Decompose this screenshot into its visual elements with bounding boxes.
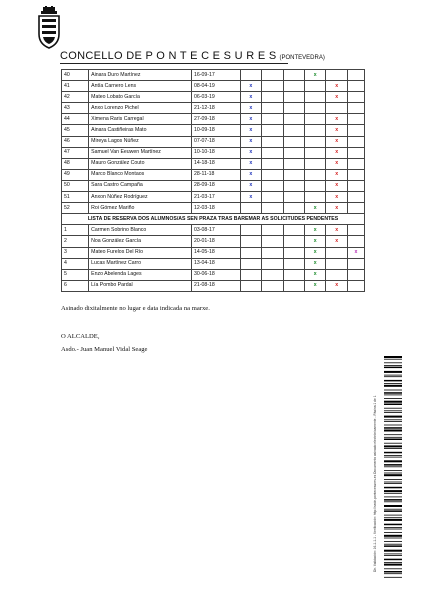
barcode-bar (384, 505, 402, 507)
barcode-bar (384, 479, 402, 480)
rows-row (62, 70, 365, 81)
barcode-bar (384, 457, 402, 458)
extra-mark (347, 136, 364, 147)
criteria-mark-4 (305, 158, 326, 169)
student-name: Sara Castro Campaña (89, 180, 192, 191)
barcode-bar (384, 437, 402, 438)
extra-mark (347, 125, 364, 136)
row-number: 1 (62, 225, 89, 236)
barcode-bar (384, 559, 402, 561)
barcode-bar (384, 408, 402, 409)
rows-row (62, 180, 365, 191)
verification-side-note: Dir. Validación: 16-1-1-1 - Verificación: http://sede.pontecesures.es Documento asinado electrónicamente - Páxina 1 de 1 (373, 395, 377, 572)
barcode-bar (384, 392, 402, 394)
criteria-mark-3 (283, 203, 304, 214)
barcode-bar (384, 443, 402, 444)
rows-row (62, 203, 365, 214)
criteria-mark-2 (262, 103, 283, 114)
barcode-bar (384, 371, 402, 373)
barcode-bar (384, 555, 402, 556)
row-number: 45 (62, 125, 89, 136)
reserve-row (62, 236, 365, 247)
municipality-name: CONCELLO DE P O N T E C E S U R E S (60, 50, 277, 62)
extra-mark (347, 280, 364, 291)
barcode-bar (384, 524, 402, 526)
rows-row (62, 114, 365, 125)
barcode-bar (384, 509, 402, 510)
row-number: 2 (62, 236, 89, 247)
barcode-bar (384, 573, 402, 574)
barcode-bar (384, 501, 402, 502)
barcode-bar (384, 527, 402, 528)
barcode-bar (384, 499, 402, 501)
criteria-mark-4 (305, 81, 326, 92)
row-number: 46 (62, 136, 89, 147)
birth-date: 21-08-18 (192, 280, 241, 291)
barcode-bar (384, 395, 402, 396)
row-number: 42 (62, 92, 89, 103)
criteria-mark-5: x (326, 236, 347, 247)
barcode-bar (384, 482, 402, 483)
criteria-mark-1: x (240, 103, 261, 114)
criteria-mark-1: x (240, 81, 261, 92)
criteria-mark-2 (262, 169, 283, 180)
province-name: (PONTEVEDRA) (279, 55, 325, 61)
barcode-bar (384, 380, 402, 382)
birth-date: 10-10-18 (192, 147, 241, 158)
barcode-bar (384, 365, 402, 366)
barcode-bar (384, 487, 402, 489)
barcode-bar (384, 448, 402, 449)
criteria-mark-4 (305, 147, 326, 158)
criteria-mark-3 (283, 136, 304, 147)
criteria-mark-1: x (240, 180, 261, 191)
student-name: Mireya Lagos Núñez (89, 136, 192, 147)
reserve-list-heading: LISTA DE RESERVA DOS ALUMNOS/AS SEN PRAZA TRAS BAREMAR AS SOLICITUDES PENDENTES (62, 214, 365, 225)
extra-mark (347, 203, 364, 214)
criteria-mark-4 (305, 92, 326, 103)
student-name: Ainara Duro Martínez (89, 70, 192, 81)
reserve-list-heading-row (62, 214, 365, 225)
criteria-mark-5: x (326, 92, 347, 103)
criteria-mark-2 (262, 236, 283, 247)
student-name: Lía Pombo Pardal (89, 280, 192, 291)
criteria-mark-1 (240, 247, 261, 258)
barcode-bar (384, 404, 402, 406)
criteria-mark-5: x (326, 280, 347, 291)
extra-mark (347, 180, 364, 191)
rows-row (62, 125, 365, 136)
barcode-bar (384, 538, 402, 539)
rows-row (62, 136, 365, 147)
birth-date: 12-03-18 (192, 203, 241, 214)
rows-row (62, 158, 365, 169)
criteria-mark-2 (262, 225, 283, 236)
criteria-mark-2 (262, 247, 283, 258)
criteria-mark-3 (283, 180, 304, 191)
student-name: Antía Carnero Lens (89, 81, 192, 92)
criteria-mark-3 (283, 158, 304, 169)
criteria-mark-1: x (240, 158, 261, 169)
barcode-bar (384, 493, 402, 494)
criteria-mark-3 (283, 81, 304, 92)
student-name: Mateo Lobato García (89, 92, 192, 103)
row-number: 5 (62, 269, 89, 280)
criteria-mark-1 (240, 236, 261, 247)
barcode-bar (384, 390, 402, 391)
criteria-mark-5: x (326, 136, 347, 147)
extra-mark (347, 70, 364, 81)
student-name: Anxon Núñez Rodríguez (89, 192, 192, 203)
row-number: 43 (62, 103, 89, 114)
student-name: Lucas Martínez Carro (89, 258, 192, 269)
criteria-mark-5: x (326, 192, 347, 203)
barcode-bar (384, 427, 402, 429)
criteria-mark-3 (283, 70, 304, 81)
barcode-bar (384, 470, 402, 471)
barcode-bar (384, 483, 402, 484)
barcode-bar (384, 497, 402, 498)
criteria-mark-4 (305, 136, 326, 147)
barcode-bar (384, 367, 402, 369)
criteria-mark-3 (283, 236, 304, 247)
birth-date: 07-07-18 (192, 136, 241, 147)
extra-mark (347, 147, 364, 158)
criteria-mark-5 (326, 269, 347, 280)
criteria-mark-1 (240, 258, 261, 269)
birth-date: 30-06-18 (192, 269, 241, 280)
criteria-mark-4: x (305, 280, 326, 291)
criteria-mark-5: x (326, 81, 347, 92)
extra-mark (347, 92, 364, 103)
criteria-mark-2 (262, 136, 283, 147)
barcode-bar (384, 510, 402, 512)
criteria-mark-4 (305, 169, 326, 180)
criteria-mark-4: x (305, 70, 326, 81)
criteria-mark-1 (240, 280, 261, 291)
barcode-bar (384, 430, 402, 432)
criteria-mark-2 (262, 280, 283, 291)
admissions-table (61, 69, 365, 292)
extra-mark (347, 236, 364, 247)
barcode-bar (384, 554, 402, 555)
barcode-bar (384, 383, 402, 384)
barcode-bar (384, 376, 402, 377)
rows-row (62, 81, 365, 92)
criteria-mark-4 (305, 114, 326, 125)
barcode-bar (384, 452, 402, 454)
barcode-bar (384, 375, 402, 376)
criteria-mark-3 (283, 114, 304, 125)
row-number: 52 (62, 203, 89, 214)
signature-note: Asinado dixitalmente no lugar e data indicada na marxe. (61, 305, 210, 312)
birth-date: 06-03-19 (192, 92, 241, 103)
rows-row (62, 192, 365, 203)
criteria-mark-3 (283, 280, 304, 291)
student-name: Ainara Castiñeiras Mato (89, 125, 192, 136)
criteria-mark-5: x (326, 158, 347, 169)
extra-mark (347, 192, 364, 203)
criteria-mark-3 (283, 258, 304, 269)
barcode-bar (384, 532, 402, 533)
barcode-bar (384, 550, 402, 552)
barcode-bar (384, 541, 402, 542)
criteria-mark-2 (262, 147, 283, 158)
criteria-mark-4 (305, 180, 326, 191)
row-number: 47 (62, 147, 89, 158)
criteria-mark-1: x (240, 147, 261, 158)
birth-date: 16-09-17 (192, 70, 241, 81)
criteria-mark-3 (283, 103, 304, 114)
row-number: 4 (62, 258, 89, 269)
header-divider (60, 63, 288, 64)
student-name: Marco Blanco Montaos (89, 169, 192, 180)
criteria-mark-5 (326, 258, 347, 269)
criteria-mark-4 (305, 103, 326, 114)
criteria-mark-1: x (240, 169, 261, 180)
criteria-mark-2 (262, 258, 283, 269)
barcode-bar (384, 519, 402, 521)
barcode-bar (384, 577, 402, 578)
barcode-bar (384, 473, 402, 474)
criteria-mark-1: x (240, 114, 261, 125)
extra-mark (347, 158, 364, 169)
criteria-mark-1: x (240, 92, 261, 103)
criteria-mark-5: x (326, 147, 347, 158)
coat-of-arms-emblem (36, 6, 62, 50)
barcode-bar (384, 419, 402, 420)
birth-date: 03-08-17 (192, 225, 241, 236)
birth-date: 20-01-18 (192, 236, 241, 247)
criteria-mark-2 (262, 114, 283, 125)
criteria-mark-1 (240, 203, 261, 214)
birth-date: 21-12-18 (192, 103, 241, 114)
criteria-mark-3 (283, 92, 304, 103)
signature-name: Asdo.- Juan Manuel Vidal Seage (61, 346, 148, 353)
row-number: 50 (62, 180, 89, 191)
row-number: 41 (62, 81, 89, 92)
extra-mark (347, 103, 364, 114)
student-name: Carmen Sobrino Blanco (89, 225, 192, 236)
barcode-bar (384, 517, 402, 518)
barcode-bar (384, 529, 402, 530)
row-number: 6 (62, 280, 89, 291)
barcode-bar (384, 362, 402, 363)
birth-date: 10-09-18 (192, 125, 241, 136)
birth-date: 27-09-18 (192, 114, 241, 125)
barcode-image (384, 356, 402, 578)
criteria-mark-5 (326, 247, 347, 258)
criteria-mark-4: x (305, 269, 326, 280)
rows-row (62, 169, 365, 180)
barcode-bar (384, 515, 402, 516)
criteria-mark-5 (326, 103, 347, 114)
criteria-mark-3 (283, 247, 304, 258)
birth-date: 14-05-18 (192, 247, 241, 258)
rows-row (62, 147, 365, 158)
student-name: Roi Gómez Mariño (89, 203, 192, 214)
criteria-mark-5 (326, 70, 347, 81)
criteria-mark-2 (262, 125, 283, 136)
extra-mark (347, 269, 364, 280)
barcode-bar (384, 568, 402, 569)
criteria-mark-1: x (240, 125, 261, 136)
barcode-bar (384, 490, 402, 492)
barcode-bar (384, 434, 402, 435)
criteria-mark-4: x (305, 236, 326, 247)
reserve-row (62, 247, 365, 258)
barcode-bar (384, 564, 402, 566)
criteria-mark-3 (283, 169, 304, 180)
barcode-bar (384, 455, 402, 456)
student-name: Mauro González Couto (89, 158, 192, 169)
criteria-mark-2 (262, 203, 283, 214)
criteria-mark-3 (283, 225, 304, 236)
criteria-mark-4: x (305, 247, 326, 258)
barcode-bar (384, 421, 402, 422)
barcode-bar (384, 356, 402, 358)
extra-mark (347, 81, 364, 92)
row-number: 48 (62, 158, 89, 169)
birth-date: 14-18-18 (192, 158, 241, 169)
criteria-mark-2 (262, 192, 283, 203)
reserve-row (62, 269, 365, 280)
barcode-bar (384, 544, 402, 545)
signature-role: O ALCALDE, (61, 333, 100, 340)
criteria-mark-3 (283, 192, 304, 203)
criteria-mark-3 (283, 147, 304, 158)
criteria-mark-1 (240, 225, 261, 236)
birth-date: 28-09-18 (192, 180, 241, 191)
barcode-bar (384, 460, 402, 462)
barcode-bar (384, 385, 402, 387)
criteria-mark-5: x (326, 125, 347, 136)
criteria-mark-2 (262, 180, 283, 191)
criteria-mark-2 (262, 92, 283, 103)
birth-date: 08-04-19 (192, 81, 241, 92)
student-name: Enzo Abelenda Lages (89, 269, 192, 280)
barcode-bar (384, 410, 402, 411)
student-name: Samuel Van Eeuwen Martínez (89, 147, 192, 158)
criteria-mark-4 (305, 125, 326, 136)
criteria-mark-5: x (326, 169, 347, 180)
criteria-mark-4 (305, 192, 326, 203)
reserve-row (62, 280, 365, 291)
criteria-mark-3 (283, 125, 304, 136)
barcode-bar (384, 474, 402, 476)
row-number: 51 (62, 192, 89, 203)
student-name: Anxo Lorenzo Pichel (89, 103, 192, 114)
barcode-bar (384, 571, 402, 573)
criteria-mark-4: x (305, 258, 326, 269)
barcode-bar (384, 416, 402, 418)
criteria-mark-3 (283, 269, 304, 280)
criteria-mark-1 (240, 70, 261, 81)
criteria-mark-1: x (240, 192, 261, 203)
row-number: 3 (62, 247, 89, 258)
extra-mark (347, 114, 364, 125)
student-name: Mateo Furelos Del Río (89, 247, 192, 258)
criteria-mark-2 (262, 81, 283, 92)
barcode-bar (384, 445, 402, 447)
extra-mark (347, 169, 364, 180)
extra-mark (347, 258, 364, 269)
criteria-mark-1: x (240, 136, 261, 147)
barcode-bar (384, 545, 402, 547)
barcode-bar (384, 425, 402, 426)
criteria-mark-2 (262, 158, 283, 169)
barcode-bar (384, 398, 402, 399)
criteria-mark-2 (262, 269, 283, 280)
page-title (60, 50, 325, 62)
row-number: 44 (62, 114, 89, 125)
student-name: Noa González García (89, 236, 192, 247)
criteria-mark-4: x (305, 225, 326, 236)
criteria-mark-2 (262, 70, 283, 81)
criteria-mark-5: x (326, 114, 347, 125)
barcode-bar (384, 464, 402, 466)
criteria-mark-4: x (305, 203, 326, 214)
barcode-bar (384, 562, 402, 563)
admissions-table-body (62, 70, 365, 292)
barcode-bar (384, 359, 402, 360)
row-number: 40 (62, 70, 89, 81)
reserve-row (62, 225, 365, 236)
barcode-bar (384, 412, 402, 413)
criteria-mark-1 (240, 269, 261, 280)
reserve-row (62, 258, 365, 269)
birth-date: 21-03-17 (192, 192, 241, 203)
barcode-bar (384, 535, 402, 537)
barcode-bar (384, 401, 402, 403)
row-number: 49 (62, 169, 89, 180)
rows-row (62, 92, 365, 103)
criteria-mark-5: x (326, 203, 347, 214)
barcode-bar (384, 466, 402, 467)
birth-date: 28-11-18 (192, 169, 241, 180)
rows-row (62, 103, 365, 114)
extra-mark: x (347, 247, 364, 258)
extra-mark (347, 225, 364, 236)
birth-date: 13-04-18 (192, 258, 241, 269)
criteria-mark-5: x (326, 180, 347, 191)
criteria-mark-5: x (326, 225, 347, 236)
barcode-bar (384, 439, 402, 441)
student-name: Ximena Raris Carregal (89, 114, 192, 125)
